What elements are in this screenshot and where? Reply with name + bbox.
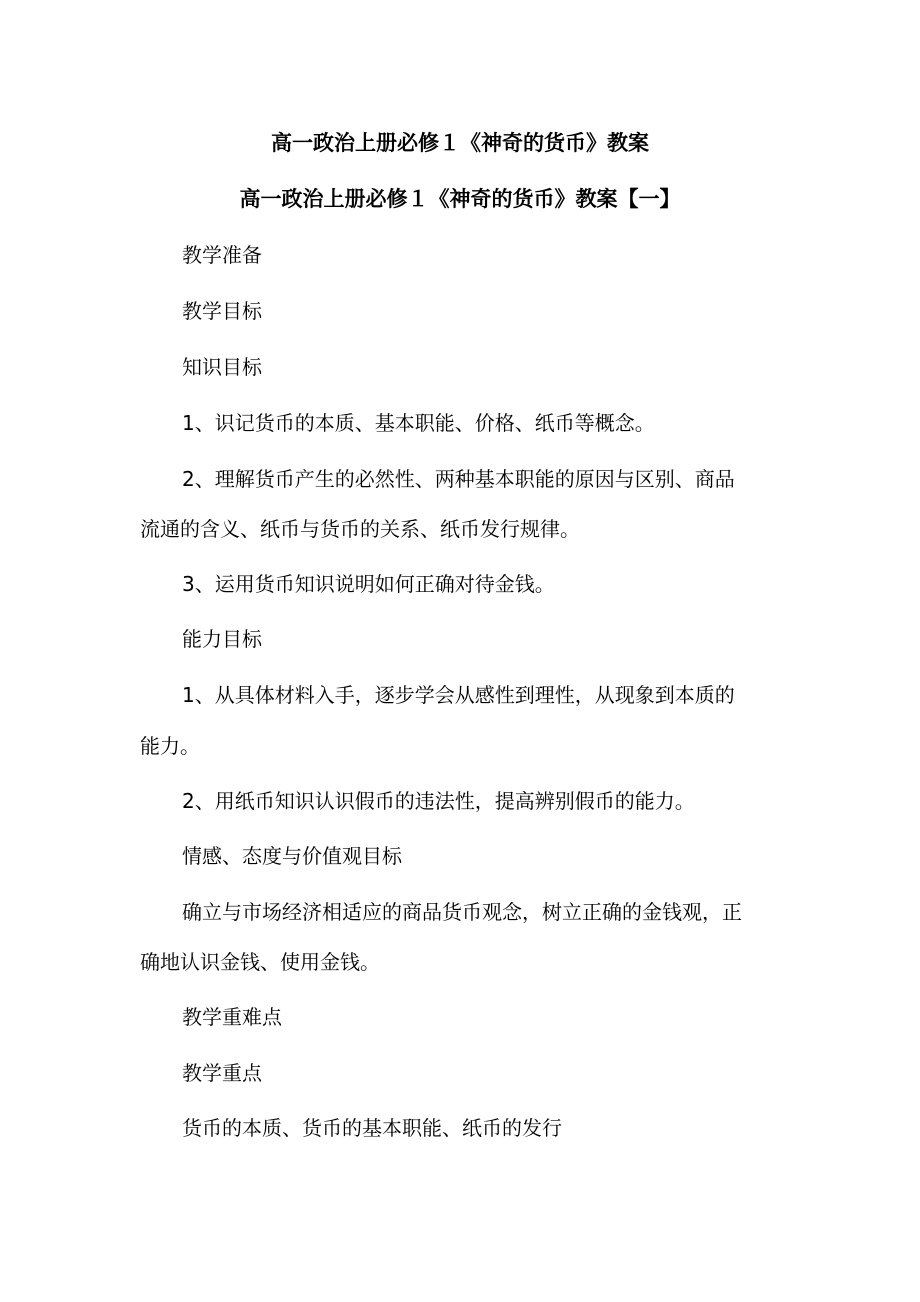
key-points-content: 货币的本质、货币的基本职能、纸币的发行: [182, 1116, 562, 1140]
knowledge-item-2-line-1: 2、理解货币产生的必然性、两种基本职能的原因与区别、商品: [182, 467, 735, 491]
heading-emotion-objectives: 情感、态度与价值观目标: [182, 844, 402, 868]
knowledge-item-3: 3、运用货币知识说明如何正确对待金钱。: [182, 572, 555, 596]
heading-teaching-objectives: 教学目标: [182, 299, 262, 323]
heading-ability-objectives: 能力目标: [182, 627, 262, 651]
heading-key-difficult-points: 教学重难点: [182, 1005, 282, 1029]
knowledge-item-1: 1、识记货币的本质、基本职能、价格、纸币等概念。: [182, 411, 655, 435]
emotion-item-line-2: 确地认识金钱、使用金钱。: [140, 950, 380, 974]
document-title: 高一政治上册必修１《神奇的货币》教案: [271, 131, 649, 155]
ability-item-1-line-2: 能力。: [140, 734, 200, 758]
heading-key-points: 教学重点: [182, 1061, 262, 1085]
heading-knowledge-objectives: 知识目标: [182, 355, 262, 379]
document-subtitle: 高一政治上册必修１《神奇的货币》教案【一】: [239, 187, 681, 211]
ability-item-2: 2、用纸币知识认识假币的违法性，提高辨别假币的能力。: [182, 789, 695, 813]
knowledge-item-2-line-2: 流通的含义、纸币与货币的关系、纸币发行规律。: [140, 517, 580, 541]
emotion-item-line-1: 确立与市场经济相适应的商品货币观念，树立正确的金钱观，正: [182, 900, 742, 924]
ability-item-1-line-1: 1、从具体材料入手，逐步学会从感性到理性，从现象到本质的: [182, 683, 735, 707]
heading-teaching-preparation: 教学准备: [182, 243, 262, 267]
